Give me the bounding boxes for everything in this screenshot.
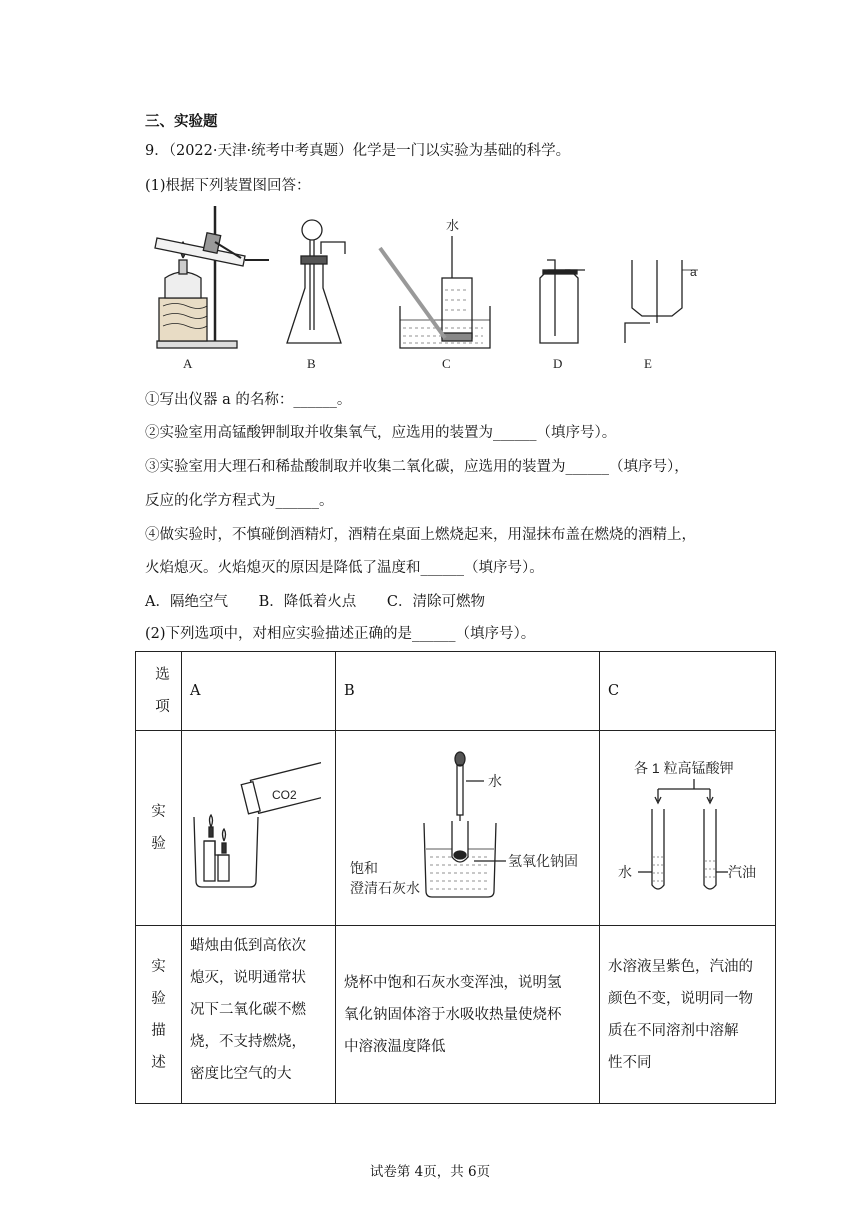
- part2-prompt: (2)下列选项中，对相应实验描述正确的是______（填序号）。: [145, 626, 536, 642]
- experiment-a-diagram: [182, 731, 321, 921]
- apparatus-a: [155, 206, 269, 348]
- b-lime-label-2: 澄清石灰水: [350, 880, 420, 896]
- column-header-a: A: [182, 652, 336, 731]
- table-header-row: [136, 652, 776, 731]
- experiment-c-diagram: [600, 731, 761, 921]
- row-header-option: 选 项: [136, 652, 182, 731]
- answer-options: [145, 592, 511, 612]
- apparatus-figure: [145, 198, 705, 378]
- b-water-label: 水: [488, 773, 502, 789]
- question-4-line1: ④做实验时，不慎碰倒酒精灯，酒精在桌面上燃烧起来，用湿抹布盖在燃烧的酒精上，: [145, 527, 696, 543]
- apparatus-e: [625, 260, 698, 343]
- apparatus-label-a: A: [183, 356, 193, 371]
- part1-prompt: (1)根据下列装置图回答：: [145, 178, 311, 194]
- description-a: 蜡烛由低到高依次 熄灭，说明通常状 况下二氧化碳不燃 烧，不支持燃烧， 密度比空气的大: [182, 926, 336, 1104]
- question-1: ①写出仪器 a 的名称：______。: [145, 392, 352, 408]
- b-lime-label-1: 饱和: [350, 860, 378, 876]
- apparatus-label-c: C: [442, 356, 451, 371]
- experiment-b-cell: [336, 731, 600, 926]
- apparatus-c: [380, 236, 490, 348]
- c-water-label: 水: [618, 864, 632, 880]
- co2-label: CO2: [272, 788, 297, 802]
- apparatus-a-label: a: [690, 265, 697, 279]
- section-title: 三、实验题: [145, 113, 218, 130]
- description-c: 水溶液呈紫色，汽油的 颜色不变，说明同一物 质在不同溶剂中溶解 性不同: [600, 926, 776, 1104]
- column-header-c: C: [600, 652, 776, 731]
- apparatus-label-b: B: [307, 356, 316, 371]
- experiment-b-diagram: [336, 731, 585, 921]
- experiment-c-cell: [600, 731, 776, 926]
- option-b: B．降低着火点: [258, 594, 357, 610]
- option-c: C．清除可燃物: [386, 594, 485, 610]
- apparatus-b: [287, 220, 345, 343]
- apparatus-label-d: D: [553, 356, 563, 371]
- description-b: 烧杯中饱和石灰水变浑浊，说明氢 氧化钠固体溶于水吸收热量使烧杯 中溶液温度降低: [336, 926, 600, 1104]
- question-3-line1: ③实验室用大理石和稀盐酸制取并收集二氧化碳，应选用的装置为______（填序号），: [145, 459, 689, 475]
- c-title-label: 各 1 粒高锰酸钾: [634, 760, 734, 776]
- page-footer: 试卷第 4页，共 6页: [369, 1164, 491, 1180]
- row-header-experiment: 实 验: [136, 731, 182, 926]
- question-header: 9．（2022·天津·统考中考真题）化学是一门以实验为基础的科学。: [145, 143, 571, 159]
- question-2: ②实验室用高锰酸钾制取并收集氧气，应选用的装置为______（填序号）。: [145, 425, 617, 441]
- table-description-row: [136, 926, 776, 1104]
- column-header-b: B: [336, 652, 600, 731]
- table-experiment-row: [136, 731, 776, 926]
- row-header-description: 实 验 描 述: [136, 926, 182, 1104]
- option-a: A．隔绝空气: [145, 594, 228, 610]
- apparatus-water-label: 水: [446, 218, 460, 233]
- experiment-table: [135, 651, 776, 1104]
- c-gasoline-label: 汽油: [728, 864, 756, 880]
- apparatus-d: [540, 260, 585, 343]
- b-solid-label: 氢氧化钠固: [508, 853, 578, 869]
- question-3-line2: 反应的化学方程式为______。: [145, 493, 334, 509]
- apparatus-label-e: E: [644, 356, 652, 371]
- apparatus-diagram: [145, 198, 705, 378]
- experiment-a-cell: [182, 731, 336, 926]
- question-4-line2: 火焰熄灭。火焰熄灭的原因是降低了温度和______（填序号）。: [145, 560, 544, 576]
